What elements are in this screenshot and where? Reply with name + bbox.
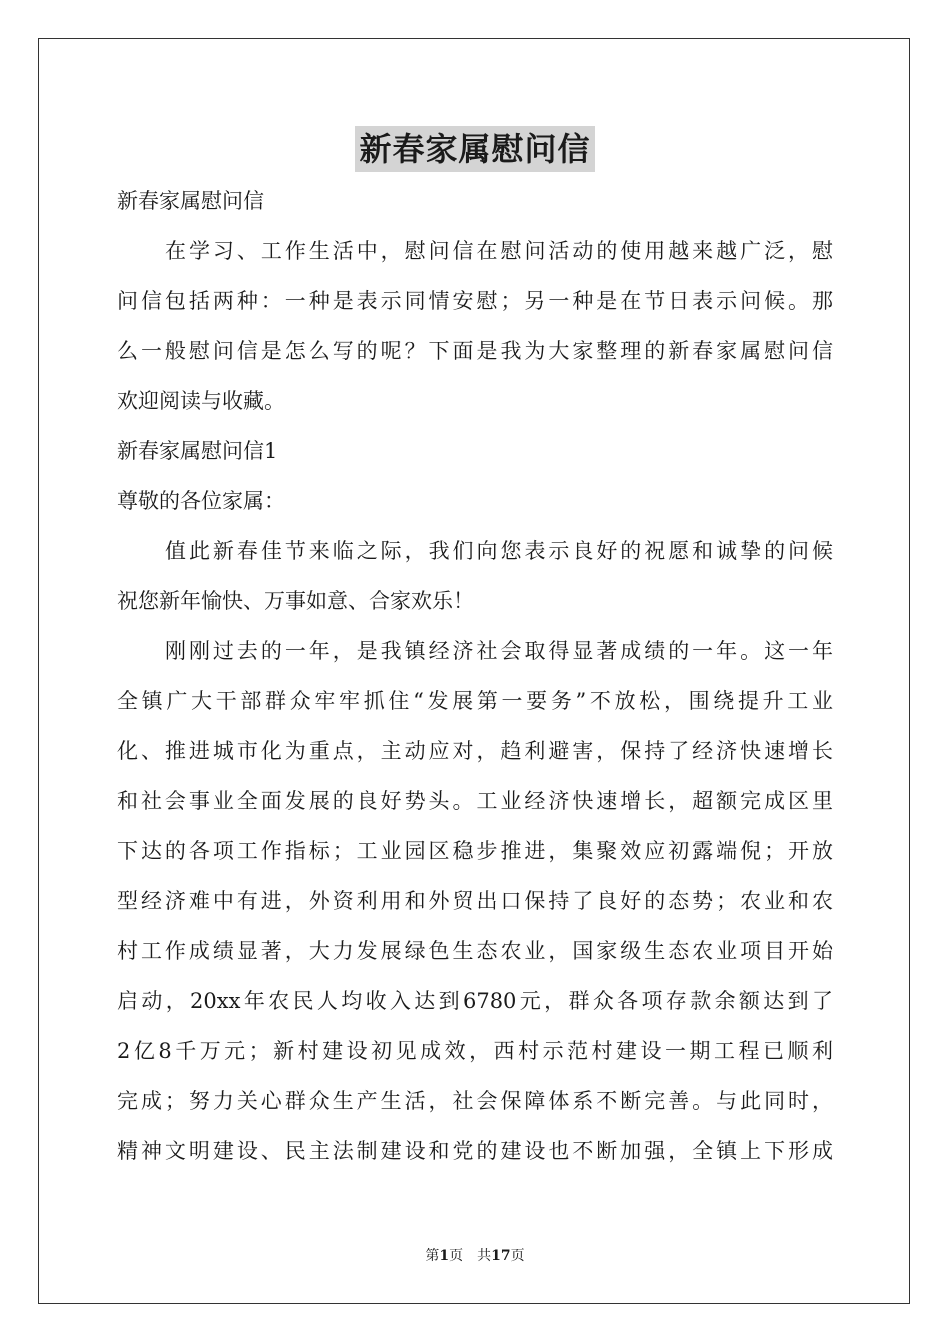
paragraph-line: 2亿8千万元；新村建设初见成效，西村示范村建设一期工程已顺利	[117, 1039, 833, 1063]
subtitle-line: 新春家属慰问信	[117, 189, 264, 213]
document-title: 新春家属慰问信	[355, 126, 594, 172]
paragraph-line: 精神文明建设、民主法制建设和党的建设也不断加强，全镇上下形成	[117, 1139, 833, 1163]
paragraph-line: 下达的各项工作指标；工业园区稳步推进，集聚效应初露端倪；开放	[117, 839, 833, 863]
section-heading: 新春家属慰问信1	[117, 439, 278, 463]
current-page-number: 1	[439, 1248, 450, 1264]
paragraph-line: 欢迎阅读与收藏。	[117, 389, 285, 413]
paragraph-line: 村工作成绩显著，大力发展绿色生态农业，国家级生态农业项目开始	[117, 939, 833, 963]
paragraph-line: 和社会事业全面发展的良好势头。工业经济快速增长，超额完成区里	[117, 789, 833, 813]
paragraph-line: 全镇广大干部群众牢牢抓住“发展第一要务”不放松，围绕提升工业	[117, 689, 833, 713]
page-footer	[0, 1246, 950, 1266]
paragraph-line: 刚刚过去的一年，是我镇经济社会取得显著成绩的一年。这一年	[165, 639, 833, 663]
total-page-count: 17	[491, 1248, 511, 1264]
paragraph-line: 值此新春佳节来临之际，我们向您表示良好的祝愿和诚挚的问候	[165, 539, 833, 563]
footer-prefix: 第	[425, 1248, 440, 1264]
document-body	[117, 176, 833, 1176]
paragraph-line: 化、推进城市化为重点，主动应对，趋利避害，保持了经济快速增长	[117, 739, 833, 763]
paragraph-line: 在学习、工作生活中，慰问信在慰问活动的使用越来越广泛，慰	[165, 239, 833, 263]
paragraph-line: 完成；努力关心群众生产生活，社会保障体系不断完善。与此同时，	[117, 1089, 833, 1113]
paragraph-line: 问信包括两种：一种是表示同情安慰；另一种是在节日表示问候。那	[117, 289, 833, 313]
footer-suffix: 页	[510, 1248, 525, 1264]
paragraph-line: 型经济难中有进，外资利用和外贸出口保持了良好的态势；农业和农	[117, 889, 833, 913]
salutation: 尊敬的各位家属：	[117, 489, 285, 513]
title-container	[0, 126, 950, 172]
paragraph-line: 祝您新年愉快、万事如意、合家欢乐！	[117, 589, 474, 613]
footer-mid: 页 共	[449, 1248, 492, 1264]
paragraph-line: 么一般慰问信是怎么写的呢？下面是我为大家整理的新春家属慰问信	[117, 339, 833, 363]
paragraph-line: 启动，20xx年农民人均收入达到6780元，群众各项存款余额达到了	[117, 989, 833, 1013]
